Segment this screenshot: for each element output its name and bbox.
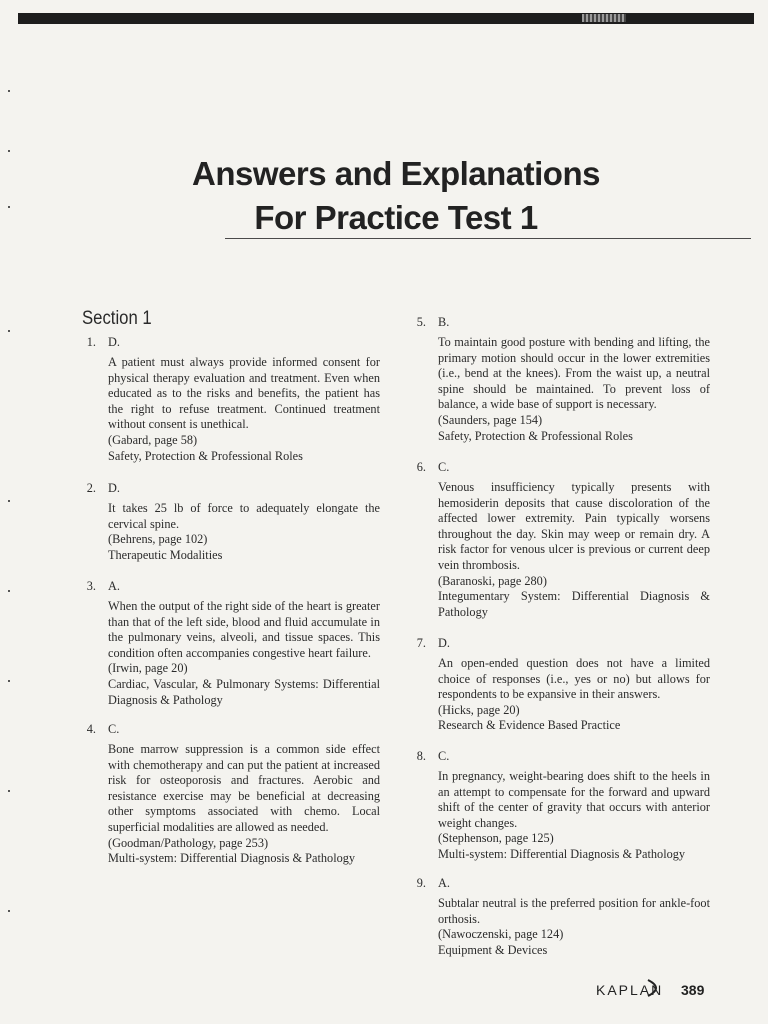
logo-swoosh-icon [646, 978, 670, 998]
item-explanation: A patient must always provide informed consent for physical therapy evaluation and treatment. Even when educated as to the risks and benefits, the patient has the right to refuse treatment. Continued treatment without consent is unethical. [108, 355, 380, 432]
item-explanation: When the output of the right side of the heart is greater than that of the left side, blood and fluid accumulate in the pulmonary veins, alveoli, and tissue spaces. This condition often accompanies congestive heart failure. [108, 599, 380, 660]
title-rule [225, 238, 751, 239]
scan-artifact [582, 14, 626, 22]
item-category: Multi-system: Differential Diagnosis & Pathology [438, 846, 686, 861]
item-category: Safety, Protection & Professional Roles [438, 428, 633, 443]
item-category: Multi-system: Differential Diagnosis & Pathology [108, 851, 356, 866]
publisher-logo: KAPLAN [596, 982, 664, 998]
item-category: Integumentary System: Differential Diagnosis & Pathology [438, 589, 710, 619]
item-explanation: To maintain good posture with bending and lifting, the primary motion should occur in the lower extremities (i.e., bend at the knees). From the waist up, a neutral spine should be maintained. To prevent loss of balance, a wide base of support is necessary. [438, 335, 710, 412]
item-number: 9. [416, 876, 426, 890]
item-answer: D. [438, 636, 450, 650]
item-number: 8. [416, 749, 426, 763]
item-explanation: An open-ended question does not have a limited choice of responses (i.e., yes or no) but allows for respondents to be expansive in their answers. [438, 656, 710, 702]
item-number: 1. [86, 335, 96, 349]
item-explanation: Venous insufficiency typically presents with hemosiderin deposits that cause discoloration of the affected lower extremity. Pain typically worsens throughout the day. Skin may weep or remain dry. A risk factor for venous ulcer is previous or current deep vein thrombosis. [438, 480, 710, 572]
top-rule [18, 13, 754, 24]
item-explanation: Bone marrow suppression is a common side effect with chemotherapy and can put the patient at increased risk for osteoporosis and fractures. Aerobic and resistance exercise may be beneficial at decreasing other symptoms associated with chemo. Local superficial modalities are allowed as needed. [108, 742, 380, 834]
item-explanation: It takes 25 lb of force to adequately elongate the cervical spine. [108, 501, 380, 531]
item-reference: (Saunders, page 154) [438, 412, 543, 427]
item-answer: C. [108, 722, 120, 736]
item-category: Therapeutic Modalities [108, 547, 223, 562]
item-answer: C. [438, 749, 450, 763]
item-category: Research & Evidence Based Practice [438, 718, 621, 733]
item-reference: (Nawoczenski, page 124) [438, 927, 564, 942]
item-reference: (Behrens, page 102) [108, 532, 208, 547]
item-number: 5. [416, 315, 426, 329]
item-answer: B. [438, 315, 450, 329]
item-explanation: Subtalar neutral is the preferred position for ankle-foot orthosis. [438, 896, 710, 926]
item-reference: (Irwin, page 20) [108, 661, 188, 676]
item-number: 4. [86, 722, 96, 736]
section-heading: Section 1 [82, 308, 152, 329]
item-answer: D. [108, 335, 120, 349]
item-reference: (Hicks, page 20) [438, 702, 520, 717]
item-reference: (Goodman/Pathology, page 253) [108, 835, 269, 850]
title-line-1: Answers and Explanations [192, 155, 600, 192]
item-number: 3. [86, 579, 96, 593]
item-answer: C. [438, 460, 450, 474]
page-number: 389 [681, 982, 705, 998]
item-category: Cardiac, Vascular, & Pulmonary Systems: Differential Diagnosis & Pathology [108, 676, 380, 707]
item-category: Equipment & Devices [438, 942, 548, 957]
item-explanation: In pregnancy, weight-bearing does shift to the heels in an attempt to compensate for the forward and upward shift of the center of gravity that occurs with anterior weight changes. [438, 769, 710, 830]
item-reference: (Gabard, page 58) [108, 432, 198, 447]
item-number: 6. [416, 460, 426, 474]
item-number: 7. [416, 636, 426, 650]
item-reference: (Stephenson, page 125) [438, 831, 554, 846]
page-title [0, 152, 768, 240]
item-number: 2. [86, 481, 96, 495]
item-answer: A. [438, 876, 450, 890]
item-answer: A. [108, 579, 120, 593]
item-answer: D. [108, 481, 120, 495]
item-category: Safety, Protection & Professional Roles [108, 448, 303, 463]
title-line-2: For Practice Test 1 [254, 199, 538, 236]
item-reference: (Baranoski, page 280) [438, 573, 547, 588]
